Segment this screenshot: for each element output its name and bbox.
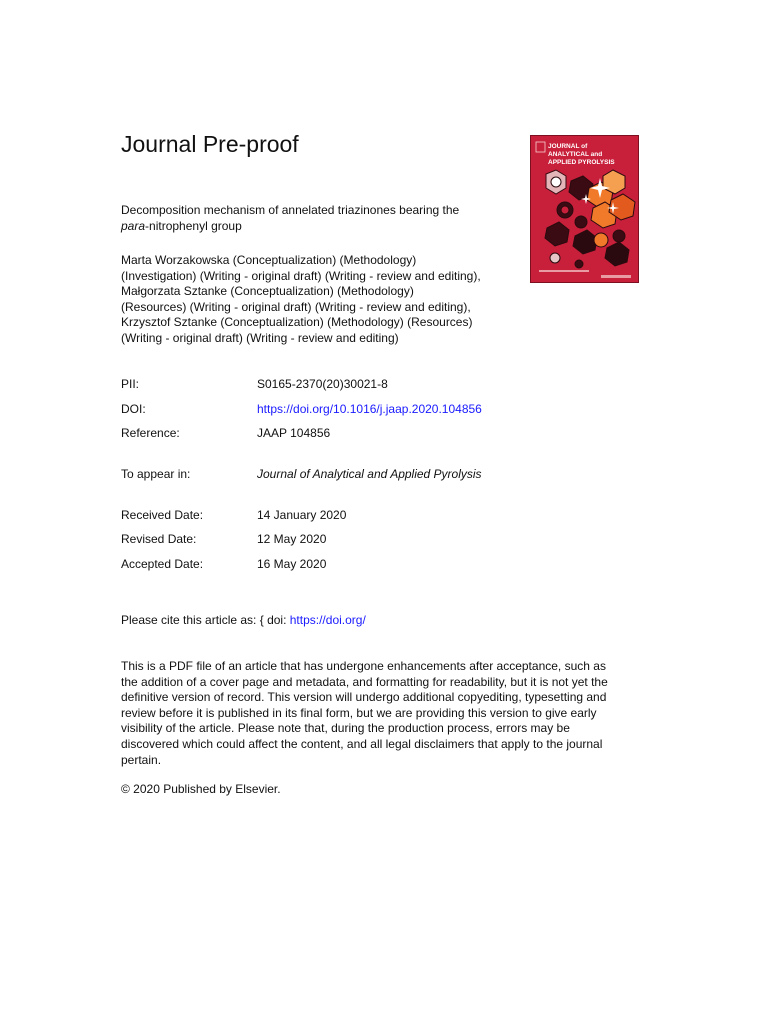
article-title-line1: Decomposition mechanism of annelated triazinones bearing the (121, 203, 460, 217)
author-line: Krzysztof Sztanke (Conceptualization) (Methodology) (Resources) (121, 315, 473, 330)
received-value: 14 January 2020 (257, 508, 347, 522)
copyright-notice: © 2020 Published by Elsevier. (121, 782, 281, 796)
author-line: (Investigation) (Writing - original draft) (Writing - review and editing), (121, 268, 481, 283)
article-title-line2 (121, 219, 511, 235)
accepted-label: Accepted Date: (121, 557, 204, 571)
cover-journal-line3: APPLIED PYROLYSIS (548, 159, 615, 166)
disclaimer-line: This is a PDF file of an article that has undergone enhancements after acceptance, such as (121, 659, 606, 673)
journal-name: Journal of Analytical and Applied Pyrolysis (257, 467, 482, 481)
article-title-rest: -nitrophenyl group (145, 218, 242, 233)
author-line: (Writing - original draft) (Writing - review and editing) (121, 330, 399, 345)
disclaimer-line: pertain. (121, 752, 162, 767)
accepted-value: 16 May 2020 (257, 557, 327, 571)
author-line: Marta Worzakowska (Conceptualization) (Methodology) (121, 253, 417, 267)
author-line: Małgorzata Sztanke (Conceptualization) (Methodology) (121, 284, 414, 299)
citation-prefix: Please cite this article as: { doi: (121, 613, 290, 627)
journal-cover-image (530, 135, 639, 283)
appear-label: To appear in: (121, 467, 191, 481)
disclaimer-line: review before it is published in its final form, but we are providing this version to give early (121, 705, 597, 720)
article-title-italic: para (121, 218, 146, 233)
disclaimer-line: definitive version of record. This version will undergo additional copyediting, typesetting and (121, 690, 607, 705)
disclaimer-line: discovered which could affect the content, and all legal disclaimers that apply to the journal (121, 736, 603, 751)
author-line: (Resources) (Writing - original draft) (Writing - review and editing), (121, 299, 471, 314)
revised-label: Revised Date: (121, 532, 197, 546)
reference-value: JAAP 104856 (257, 426, 331, 440)
cover-journal-line1: JOURNAL of (548, 143, 588, 150)
disclaimer-line: the addition of a cover page and metadata, and formatting for readability, but it is not yet the (121, 674, 608, 689)
doi-link[interactable]: https://doi.org/10.1016/j.jaap.2020.104856 (257, 402, 482, 416)
pii-value: S0165-2370(20)30021-8 (257, 377, 388, 391)
citation-line (121, 613, 366, 628)
page-title: Journal Pre-proof (121, 131, 299, 157)
doi-label: DOI: (121, 402, 146, 416)
citation-doi-link[interactable]: https://doi.org/ (289, 613, 366, 627)
reference-label: Reference: (121, 426, 180, 440)
pii-label: PII: (121, 377, 140, 391)
cover-journal-line2: ANALYTICAL and (548, 151, 603, 158)
article-title (121, 203, 511, 234)
received-label: Received Date: (121, 508, 204, 522)
cover-art (531, 136, 638, 282)
disclaimer-paragraph (121, 659, 641, 768)
revised-value: 12 May 2020 (257, 532, 327, 546)
author-list (121, 253, 511, 347)
disclaimer-line: visibility of the article. Please note that, during the production process, errors may be (121, 721, 570, 736)
